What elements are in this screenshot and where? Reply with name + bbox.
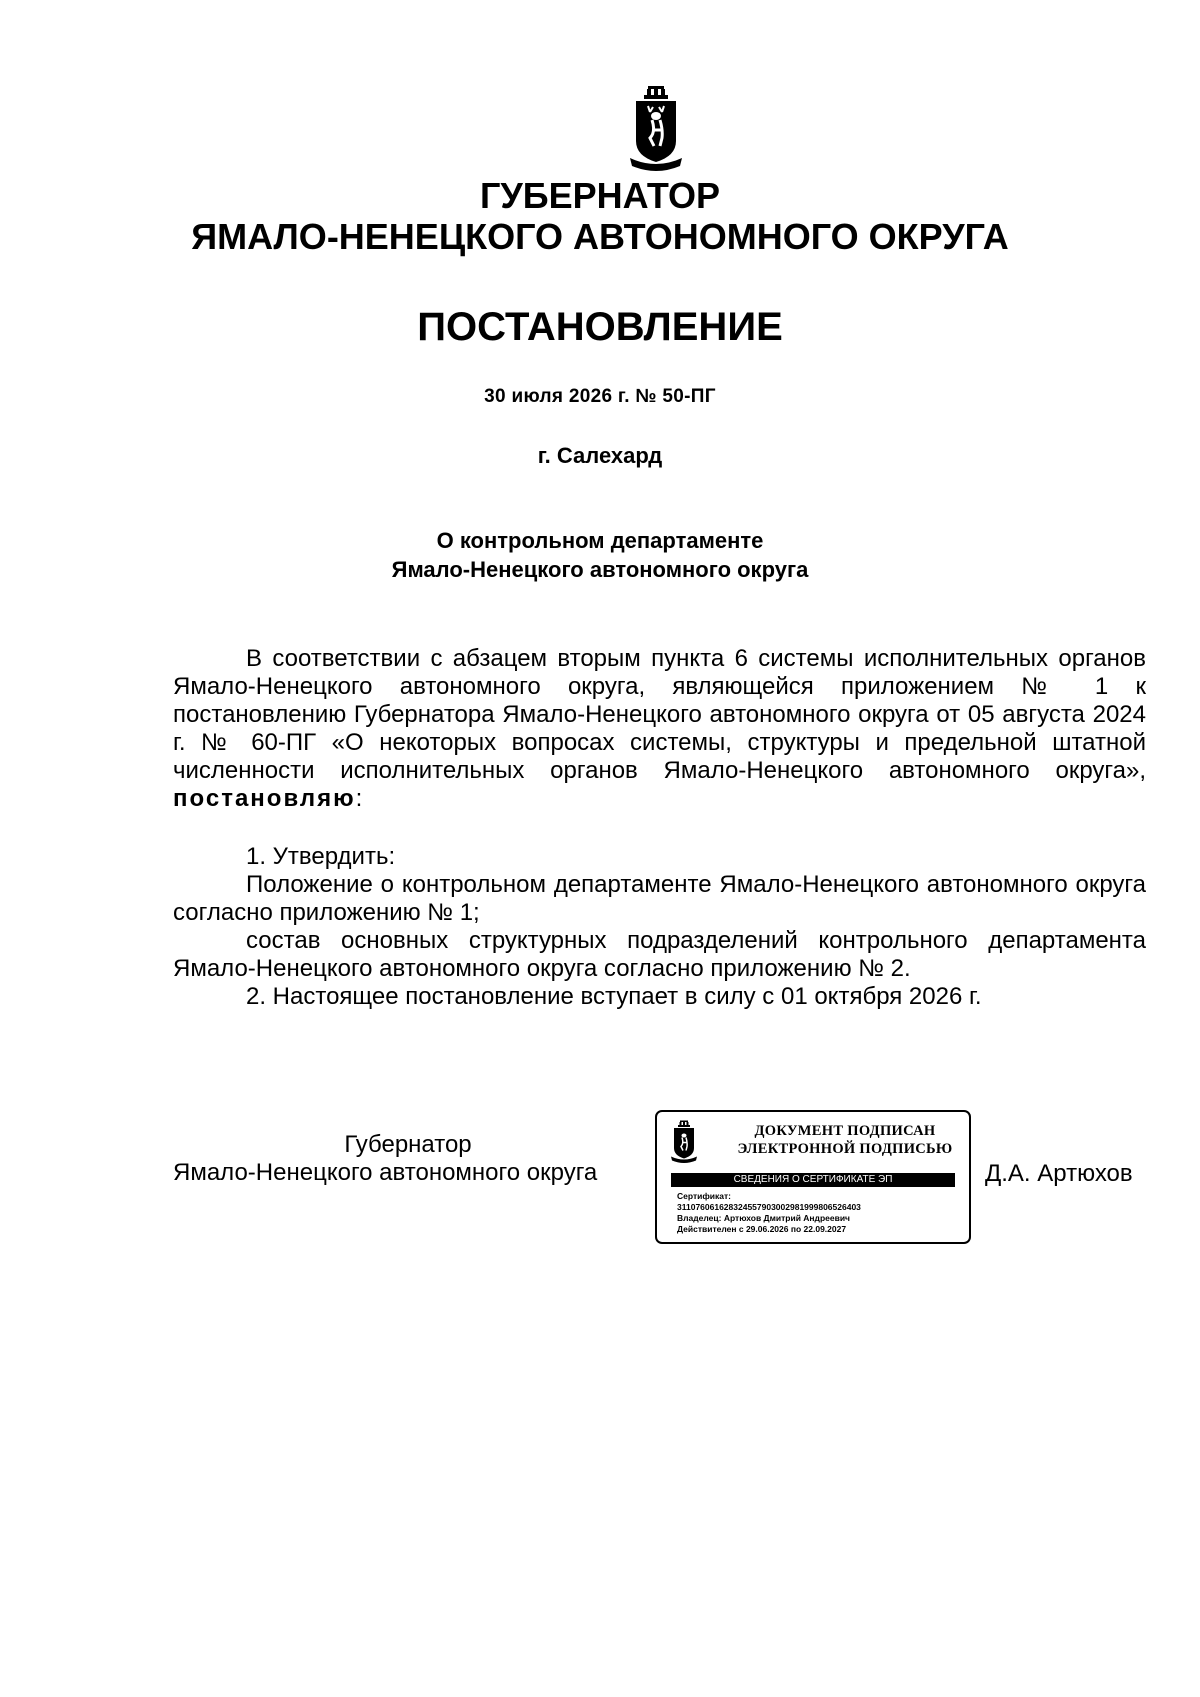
stamp-title-line-1: ДОКУМЕНТ ПОДПИСАН <box>754 1123 936 1139</box>
preamble-paragraph <box>173 645 1146 813</box>
signatory-name: Д.А. Артюхов <box>985 1160 1133 1187</box>
signatory-title <box>173 1131 643 1187</box>
document-city: г. Салехард <box>537 443 663 468</box>
stamp-cert-label: Сертификат: <box>677 1191 731 1201</box>
subject-line-2: Ямало-Ненецкого автономного округа <box>391 557 809 582</box>
item-1-title: 1. Утвердить: <box>246 843 396 870</box>
subject-line-1: О контрольном департаменте <box>436 528 764 553</box>
stamp-certificate-bar: СВЕДЕНИЯ О СЕРТИФИКАТЕ ЭП <box>671 1173 955 1187</box>
signatory-title-line-2: Ямало-Ненецкого автономного округа <box>173 1159 598 1186</box>
item-2: 2. Настоящее постановление вступает в силу с 01 октября 2026 г. <box>246 983 982 1010</box>
coat-of-arms-emblem <box>630 86 682 172</box>
issuer-region: ЯМАЛО-НЕНЕЦКОГО АВТОНОМНОГО ОКРУГА <box>191 216 1009 257</box>
stamp-owner: Владелец: Артюхов Дмитрий Андреевич <box>677 1213 850 1223</box>
document-date-number: 30 июля 2026 г. № 50-ПГ <box>484 386 716 407</box>
item-1-b: состав основных структурных подразделений контрольного департамента Ямало-Ненецкого автономного округа согласно приложению № 2. <box>173 927 1146 982</box>
stamp-emblem-icon <box>671 1120 697 1164</box>
issuer-title: ГУБЕРНАТОР <box>479 175 720 216</box>
decree-word: постановляю <box>173 785 356 812</box>
preamble-text: В соответствии с абзацем вторым пункта 6 системы исполнительных органов Ямало-Ненецкого автономного округа, являющейся приложением № 1 к постановлению Губернатора Ямало-Ненецкого автономного округа от 05 августа 2024 г. № 60-ПГ «О некоторых вопросах системы, структуры и предельной штатной численности исполнительных органов Ямало-Ненецкого автономного округа», <box>173 645 1146 784</box>
stamp-cert-value: 311076061628324557903002981999806526403 <box>677 1202 861 1212</box>
stamp-title <box>727 1122 963 1158</box>
item-1-a: Положение о контрольном департаменте Ямало-Ненецкого автономного округа согласно приложению № 1; <box>173 871 1146 926</box>
preamble-colon: : <box>355 785 363 812</box>
electronic-signature-stamp <box>655 1110 971 1244</box>
signatory-title-line-1: Губернатор <box>344 1131 472 1158</box>
stamp-certificate-info <box>677 1191 967 1235</box>
stamp-title-line-2: ЭЛЕКТРОННОЙ ПОДПИСЬЮ <box>737 1141 953 1157</box>
document-type: ПОСТАНОВЛЕНИЕ <box>417 305 783 349</box>
decree-items <box>173 843 1146 1011</box>
stamp-validity: Действителен с 29.06.2026 по 22.09.2027 <box>677 1224 847 1234</box>
